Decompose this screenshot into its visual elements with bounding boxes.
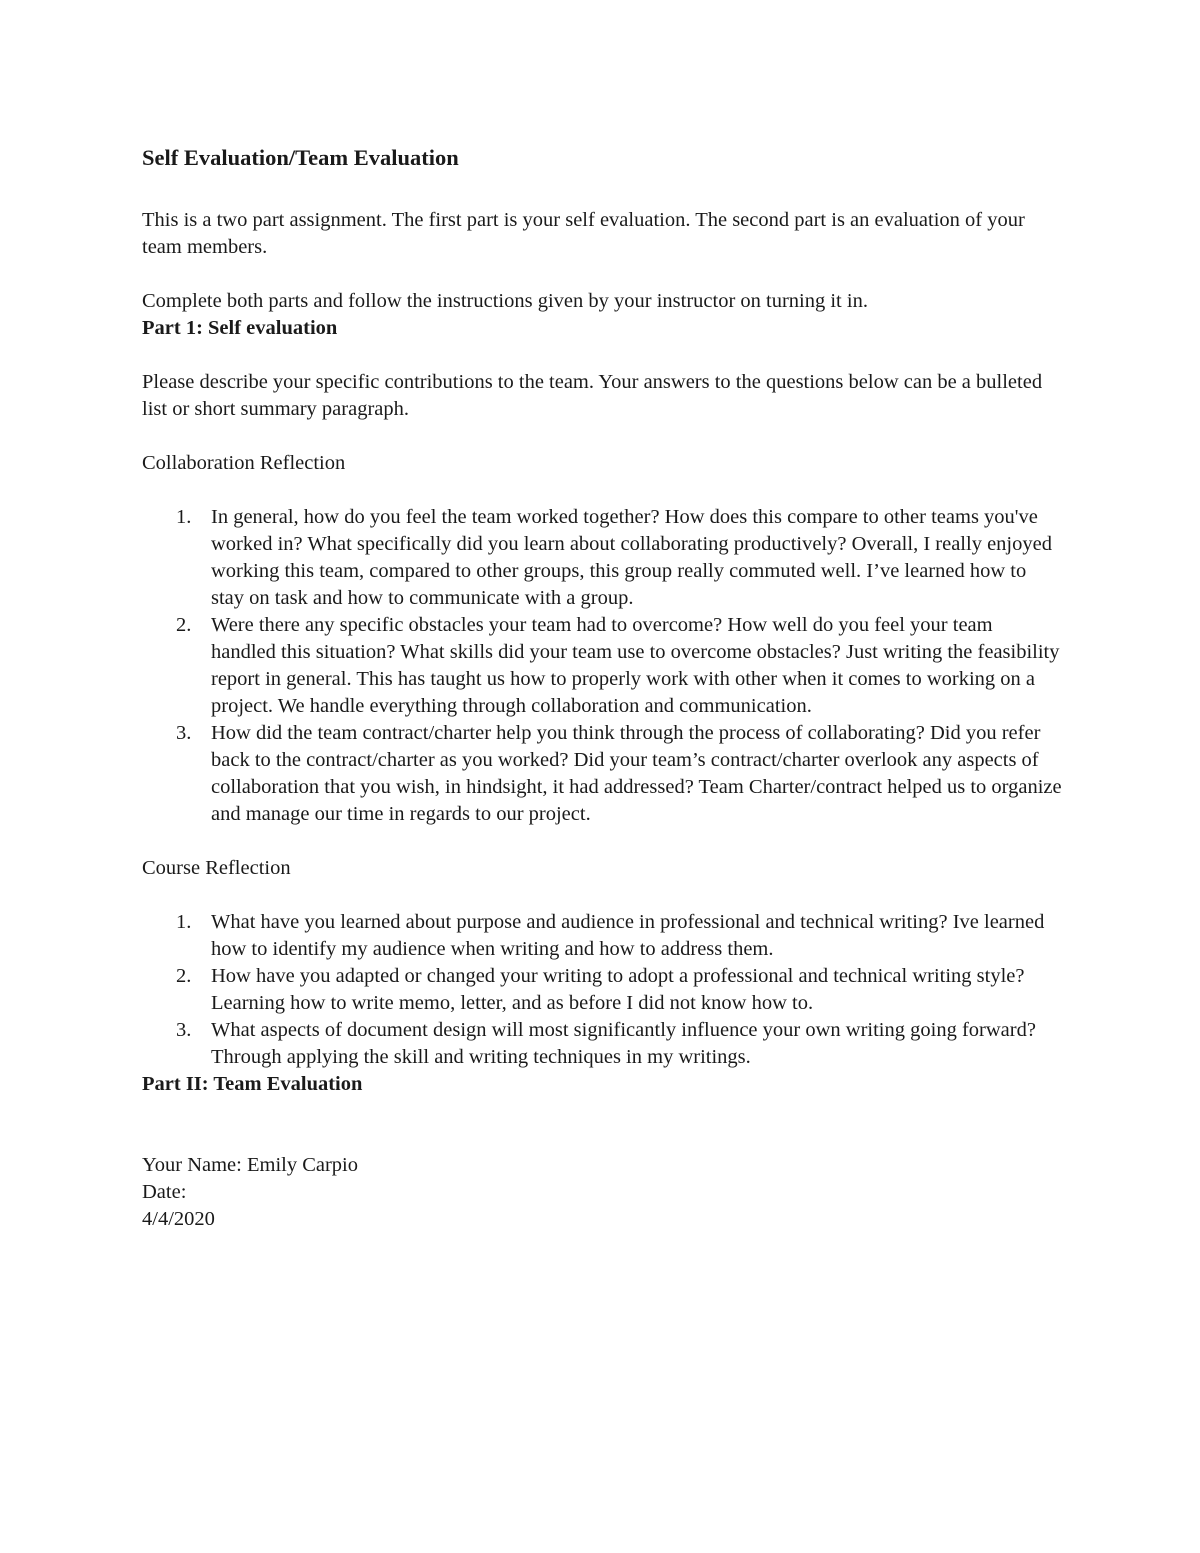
instructions-paragraph: Complete both parts and follow the instructions given by your instructor on turning it in. xyxy=(142,290,868,312)
intro-paragraph: This is a two part assignment. The first part is your self evaluation. The second part is an evaluation of your team members. xyxy=(142,209,1025,258)
list-number: 1. xyxy=(176,506,192,528)
part1-description: Please describe your specific contributions to the team. Your answers to the questions below can be a bulleted list or short summary paragraph. xyxy=(142,371,1043,420)
list-number: 2. xyxy=(176,965,192,987)
list-item-text: What aspects of document design will most significantly influence your own writing going forward? Through applying the skill and writing techniques in my writings. xyxy=(211,1019,1036,1068)
list-item-text: What have you learned about purpose and audience in professional and technical writing? Ive learned how to identify my audience when writing and how to address them. xyxy=(211,911,1045,960)
date-value: 4/4/2020 xyxy=(142,1208,215,1230)
list-item xyxy=(142,504,1062,612)
part1-heading: Part 1: Self evaluation xyxy=(142,317,338,339)
list-item xyxy=(142,1017,1062,1071)
list-item xyxy=(142,612,1062,720)
list-item-text: How have you adapted or changed your writing to adopt a professional and technical writing style? Learning how to write memo, letter, and as before I did not know how to. xyxy=(211,965,1025,1014)
document-page xyxy=(142,142,1062,1233)
collaboration-question-list xyxy=(142,504,1062,828)
list-item-text: Were there any specific obstacles your team had to overcome? How well do you feel your team handled this situation? What skills did your team use to overcome obstacles? Just writing the feasibility report in general. This has taught us how to properly work with other when it comes to working on a project. We handle everything through collaboration and communication. xyxy=(211,614,1060,717)
list-item xyxy=(142,963,1062,1017)
list-number: 3. xyxy=(176,1019,192,1041)
student-info xyxy=(142,1152,1062,1233)
list-number: 3. xyxy=(176,722,192,744)
course-question-list xyxy=(142,909,1062,1071)
part2-heading: Part II: Team Evaluation xyxy=(142,1073,363,1095)
document-title: Self Evaluation/Team Evaluation xyxy=(142,145,459,170)
list-item xyxy=(142,909,1062,963)
list-item xyxy=(142,720,1062,828)
list-item-text: How did the team contract/charter help you think through the process of collaborating? Did you refer back to the contract/charter as you worked? Did your team’s contract/charter overlook any aspects of collaboration that you wish, in hindsight, it had addressed? Team Charter/contract helped us to organize and manage our time in regards to our project. xyxy=(211,722,1062,825)
course-reflection-heading: Course Reflection xyxy=(142,857,291,879)
student-name: Your Name: Emily Carpio xyxy=(142,1154,359,1176)
date-label: Date: xyxy=(142,1181,187,1203)
list-item-text: In general, how do you feel the team worked together? How does this compare to other teams you've worked in? What specifically did you learn about collaborating productively? Overall, I really enjoyed working this team, compared to other groups, this group really commuted well. I’ve learned how to stay on task and how to communicate with a group. xyxy=(211,506,1052,609)
collaboration-reflection-heading: Collaboration Reflection xyxy=(142,452,346,474)
list-number: 2. xyxy=(176,614,192,636)
list-number: 1. xyxy=(176,911,192,933)
